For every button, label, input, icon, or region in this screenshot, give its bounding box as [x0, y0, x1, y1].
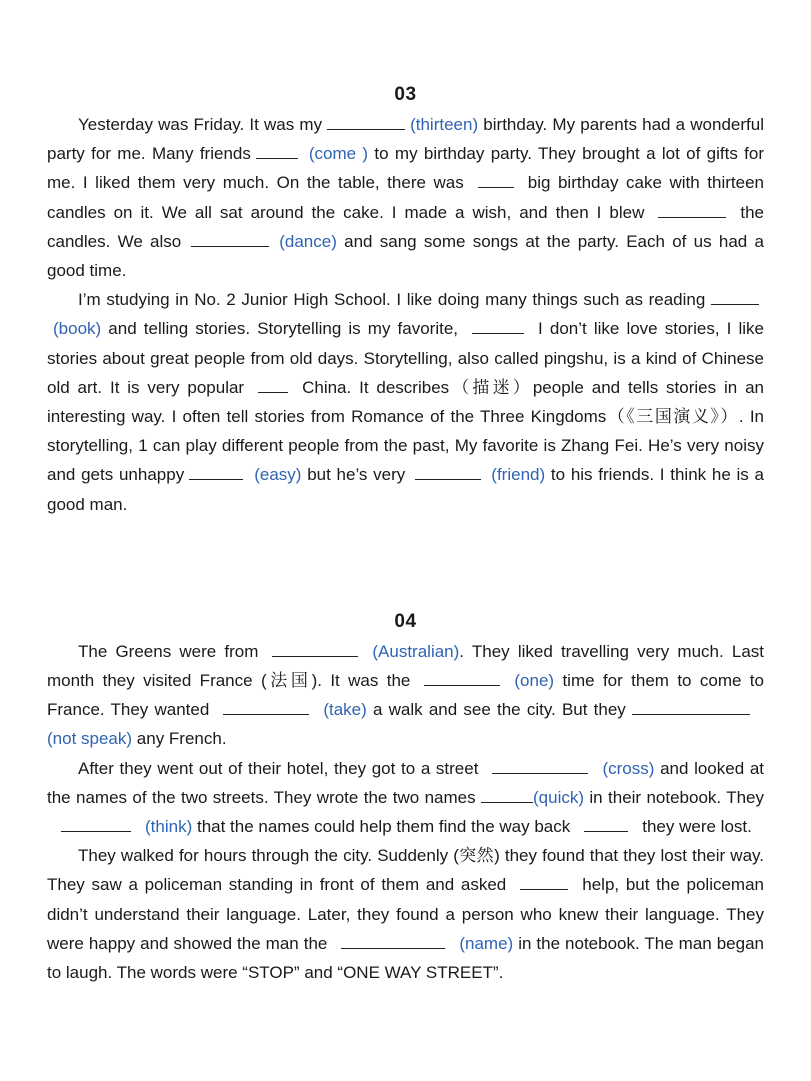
passage-text: and sang some songs at the party. Each of us had a good time.	[47, 231, 764, 281]
passage-text: Yesterday was Friday. It was my	[78, 115, 323, 134]
word-hint: (think)	[145, 817, 193, 837]
word-hint: (one)	[514, 671, 555, 691]
answer-blank[interactable]	[327, 114, 405, 130]
answer-blank[interactable]	[711, 289, 759, 305]
section-04-paragraph-1	[47, 637, 764, 754]
passage-text: The Greens were from	[78, 641, 259, 661]
passage-text: China. It describes（描迷）people and tells stories in an interesting way. I often tell stories from Romance of the Three Kingdoms（《三国演义》）. In storytelling, 1 can play different people from the past, My favorite is Zhang Fei. He’s very noisy and gets unhappy	[47, 377, 764, 485]
passage-text: a walk and see the city. But they	[373, 700, 626, 720]
answer-blank[interactable]	[272, 641, 358, 657]
answer-blank[interactable]	[478, 172, 514, 188]
passage-text: but he’s very	[307, 465, 406, 485]
passage-text: time for them to come to France. They wanted	[47, 671, 764, 720]
word-hint: (book)	[53, 319, 102, 339]
answer-blank[interactable]	[584, 816, 628, 832]
word-hint: (come )	[308, 144, 369, 164]
passage-text: . They liked travelling very much. Last month they visited France (法国). It was the	[47, 641, 764, 691]
answer-blank[interactable]	[61, 816, 131, 832]
section-03-number: 03	[394, 84, 417, 105]
passage-text: any French.	[136, 729, 227, 749]
section-04-paragraph-2	[47, 754, 764, 842]
word-hint: (quick)	[533, 787, 585, 807]
passage-text: to his friends. I think he is a good man.	[47, 465, 764, 514]
passage-text: birthday. My parents had a wonderful party for me. Many friends	[47, 115, 764, 164]
section-03-paragraph-1	[47, 110, 764, 285]
section-03	[47, 110, 764, 519]
passage-text: and telling stories. Storytelling is my favorite,	[108, 319, 459, 339]
passage-text: in the notebook. The man began to laugh. The words were “STOP” and “ONE WAY STREET”.	[47, 933, 764, 983]
section-03-paragraph-2	[47, 285, 764, 519]
word-hint: (dance)	[279, 231, 337, 251]
passage-text: the candles. We also	[47, 202, 764, 251]
passage-text: that the names could help them find the way back	[196, 817, 571, 837]
passage-text: and looked at the names of the two streets. They wrote the two names	[47, 758, 764, 807]
word-hint: (friend)	[491, 465, 546, 485]
answer-blank[interactable]	[492, 758, 588, 774]
answer-blank[interactable]	[658, 202, 726, 218]
passage-text: they were lost.	[642, 817, 752, 837]
passage-text: I don’t like love stories, I like stories about great people from old days. Storytelling, also called pingshu, is a kind of Chinese old art. It is very popular	[47, 319, 764, 397]
section-04	[47, 637, 764, 987]
answer-blank[interactable]	[191, 231, 269, 247]
passage-text: in their notebook. They	[589, 787, 765, 807]
answer-blank[interactable]	[520, 874, 568, 890]
word-hint: (take)	[323, 700, 367, 720]
section-04-paragraph-3	[47, 841, 764, 987]
passage-text: to my birthday party. They brought a lot of gifts for me. I liked them very much. On the table, there was	[47, 144, 764, 193]
passage-text: After they went out of their hotel, they got to a street	[78, 758, 479, 778]
answer-blank[interactable]	[632, 699, 750, 715]
answer-blank[interactable]	[223, 699, 309, 715]
worksheet-page	[47, 0, 764, 987]
section-04-number: 04	[394, 610, 417, 632]
answer-blank[interactable]	[424, 670, 500, 686]
word-hint: (easy)	[254, 465, 302, 485]
passage-text: big birthday cake with thirteen candles on it. We all sat around the cake. I made a wish, and then I blew	[47, 173, 764, 222]
answer-blank[interactable]	[258, 377, 288, 393]
word-hint: (not speak)	[47, 729, 133, 749]
passage-text: help, but the policeman didn’t understand their language. Later, they found a person who knew their language. They were happy and showed the man the	[47, 875, 765, 953]
passage-text: They walked for hours through the city. Suddenly (突然) they found that they lost their way. They saw a policeman standing in front of them and asked	[47, 846, 764, 895]
word-hint: (cross)	[602, 758, 655, 778]
word-hint: (Australian)	[372, 641, 460, 661]
word-hint: (thirteen)	[410, 115, 479, 134]
answer-blank[interactable]	[256, 143, 298, 159]
answer-blank[interactable]	[415, 464, 481, 480]
answer-blank[interactable]	[341, 933, 445, 949]
passage-text: I’m studying in No. 2 Junior High School. I like doing many things such as reading	[78, 290, 706, 310]
word-hint: (name)	[459, 933, 514, 953]
answer-blank[interactable]	[481, 787, 533, 803]
answer-blank[interactable]	[189, 464, 243, 480]
answer-blank[interactable]	[472, 318, 524, 334]
